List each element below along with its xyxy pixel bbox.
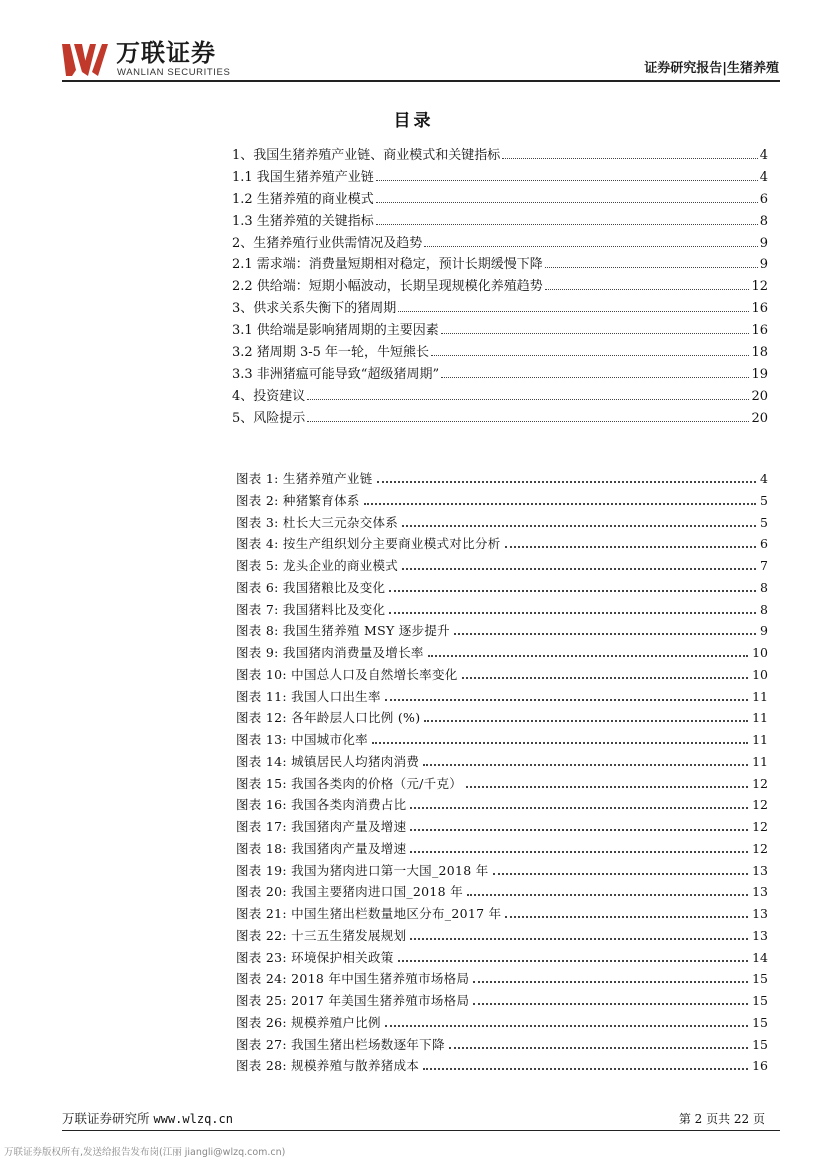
figure-entry-page: 15: [752, 993, 768, 1008]
figure-entry-label: 图表 21: 中国生猪出栏数量地区分布_2017 年: [236, 906, 502, 921]
figure-entry-label: 图表 16: 我国各类肉消费占比: [236, 797, 407, 813]
figure-entry-page: 15: [752, 1014, 768, 1030]
toc-entry-label: 1.1 我国生猪养殖产业链: [232, 169, 374, 185]
figure-entry-label: 图表 20: 我国主要猪肉进口国_2018 年: [236, 884, 463, 900]
figure-entry-label: 图表 14: 城镇居民人均猪肉消费: [236, 753, 420, 769]
figure-entry[interactable]: [236, 838, 768, 860]
figure-entry-page: 12: [752, 840, 768, 856]
toc-entry[interactable]: [232, 188, 768, 210]
dot-leader: [385, 1013, 748, 1027]
figure-entry-page: 7: [760, 558, 768, 573]
toc-entry-page: 12: [751, 279, 768, 295]
dot-leader: [389, 578, 756, 592]
toc-entry-label: 2.1 需求端：消费量短期相对稳定，预计长期缓慢下降: [232, 257, 543, 273]
figure-entry[interactable]: [236, 490, 768, 512]
figure-entry-page: 11: [752, 753, 768, 769]
toc-entry-label: 5、风险提示: [232, 410, 306, 426]
figure-entry-page: 13: [752, 862, 768, 878]
figure-entry-page: 11: [752, 732, 768, 747]
toc-entry-label: 3.2 猪周期 3-5 年一轮，牛短熊长: [232, 345, 430, 361]
toc-entry[interactable]: [232, 210, 768, 232]
toc-entry-label: 4、投资建议: [232, 388, 306, 404]
figure-entry-page: 5: [760, 514, 768, 530]
page-header: [0, 0, 827, 84]
figure-entry-page: 8: [760, 579, 768, 595]
toc-entry-page: 9: [759, 257, 768, 273]
dot-leader: [307, 385, 749, 400]
figure-entry[interactable]: [236, 620, 768, 642]
figure-entry-page: 4: [760, 471, 768, 486]
toc-entry-page: 9: [759, 235, 768, 251]
figure-entry-label: 图表 27: 我国生猪出栏场数逐年下降: [236, 1036, 445, 1052]
footer-divider: [62, 1130, 780, 1131]
figure-entry[interactable]: [236, 1034, 768, 1056]
dot-leader: [410, 795, 748, 809]
figure-entry-page: 8: [760, 601, 768, 617]
figure-entry[interactable]: [236, 881, 768, 903]
dot-leader: [376, 166, 758, 181]
figure-entry-page: 12: [752, 797, 768, 813]
figure-entry-page: 15: [752, 971, 768, 987]
figure-entry[interactable]: [236, 642, 768, 664]
figure-entry[interactable]: [236, 577, 768, 599]
table-of-contents: [232, 144, 768, 429]
figure-entry[interactable]: [236, 816, 768, 838]
figure-entry[interactable]: [236, 707, 768, 729]
figure-entry[interactable]: [236, 729, 768, 751]
logo-english-name: WANLIAN SECURITIES: [117, 67, 231, 78]
dot-leader: [493, 861, 748, 875]
report-category-tag: 证券研究报告|生猪养殖: [644, 61, 779, 76]
toc-entry-page: 8: [759, 213, 768, 229]
toc-entry[interactable]: [232, 363, 768, 385]
figure-entry[interactable]: [236, 990, 768, 1012]
dot-leader: [467, 882, 748, 896]
toc-entry-label: 1.3 生猪养殖的关键指标: [232, 213, 374, 229]
company-logo: [62, 40, 242, 80]
dot-leader: [431, 341, 749, 356]
logo-chinese-name: 万联证券: [116, 39, 216, 67]
figure-entry-page: 10: [752, 666, 768, 682]
figure-entry-page: 15: [752, 1036, 768, 1052]
figure-entry-label: 图表 18: 我国猪肉产量及增速: [236, 840, 407, 856]
toc-entry[interactable]: [232, 166, 768, 188]
toc-title: 目录: [393, 111, 434, 131]
dot-leader: [398, 948, 749, 962]
figure-entry-label: 图表 26: 规模养殖户比例: [236, 1014, 381, 1030]
figure-entry[interactable]: [236, 947, 768, 969]
toc-entry-page: 16: [751, 301, 768, 317]
figure-entry-label: 图表 11: 我国人口出生率: [236, 688, 381, 704]
toc-entry-label: 3、供求关系失衡下的猪周期: [232, 301, 397, 317]
footer-org: [62, 1110, 233, 1128]
figure-entry-label: 图表 15: 我国各类肉的价格（元/千克）: [236, 775, 463, 791]
figure-entry-label: 图表 19: 我国为猪肉进口第一大国_2018 年: [236, 862, 489, 878]
figure-entry-label: 图表 6: 我国猪粮比及变化: [236, 579, 386, 595]
figure-entry-page: 11: [752, 688, 768, 704]
figure-entry-page: 6: [760, 536, 768, 552]
dot-leader: [462, 665, 749, 679]
figure-entry-label: 图表 25: 2017 年美国生猪养殖市场格局: [236, 993, 470, 1008]
figure-entry-page: 5: [760, 492, 768, 508]
figure-entry-label: 图表 28: 规模养殖与散养猪成本: [236, 1058, 420, 1074]
figure-entry-label: 图表 1: 生猪养殖产业链: [236, 471, 373, 486]
figure-entry-page: 12: [752, 775, 768, 791]
figure-entry-page: 11: [752, 710, 768, 726]
figure-entry-page: 9: [760, 623, 768, 639]
toc-entry-label: 1.2 生猪养殖的商业模式: [232, 191, 374, 207]
dot-leader: [502, 144, 757, 159]
figure-entry-label: 图表 8: 我国生猪养殖 MSY 逐步提升: [236, 623, 450, 639]
figure-entry-label: 图表 5: 龙头企业的商业模式: [236, 558, 399, 573]
toc-entry-label: 3.1 供给端是影响猪周期的主要因素: [232, 323, 439, 339]
dot-leader: [410, 926, 748, 940]
toc-entry-page: 4: [759, 169, 768, 185]
dot-leader: [402, 556, 756, 570]
figure-entry[interactable]: [236, 686, 768, 708]
figure-entry-label: 图表 2: 种猪繁育体系: [236, 492, 360, 508]
figure-entry-label: 图表 7: 我国猪料比及变化: [236, 601, 386, 617]
figure-entry-page: 12: [752, 819, 768, 834]
dot-leader: [428, 643, 748, 657]
page-number: 第 2 页共 22 页: [678, 1112, 765, 1126]
figure-entry-label: 图表 9: 我国猪肉消费量及增长率: [236, 645, 424, 660]
toc-entry-page: 6: [759, 191, 768, 207]
figure-entry[interactable]: [236, 664, 768, 686]
toc-entry-page: 4: [759, 148, 768, 163]
figure-entry-page: 13: [752, 906, 768, 921]
toc-entry-page: 20: [751, 388, 768, 404]
toc-entry[interactable]: [232, 407, 768, 429]
dot-leader: [385, 687, 748, 701]
toc-entry[interactable]: [232, 297, 768, 319]
toc-entry-page: 16: [751, 323, 768, 339]
figure-entry[interactable]: [236, 968, 768, 990]
figure-entry-label: 图表 10: 中国总人口及自然增长率变化: [236, 666, 458, 682]
figure-entry[interactable]: [236, 533, 768, 555]
toc-entry-page: 19: [751, 366, 768, 382]
figure-entry[interactable]: [236, 903, 768, 925]
dot-leader: [545, 253, 758, 268]
figure-list: [236, 468, 768, 1077]
footer-url[interactable]: www.wlzq.cn: [153, 1112, 233, 1126]
figure-entry[interactable]: [236, 751, 768, 773]
toc-entry[interactable]: [232, 341, 768, 363]
toc-entry[interactable]: [232, 253, 768, 275]
dot-leader: [377, 469, 757, 483]
dot-leader: [410, 817, 748, 831]
figure-entry[interactable]: [236, 925, 768, 947]
figure-entry[interactable]: [236, 860, 768, 882]
figure-entry-label: 图表 3: 杜长大三元杂交体系: [236, 514, 399, 530]
dot-leader: [473, 991, 748, 1005]
dot-leader: [449, 1035, 748, 1049]
toc-entry-label: 1、我国生猪养殖产业链、商业模式和关键指标: [232, 148, 501, 163]
figure-entry[interactable]: [236, 512, 768, 534]
figure-entry[interactable]: [236, 555, 768, 577]
dot-leader: [505, 534, 757, 548]
dot-leader: [473, 969, 748, 983]
figure-entry-label: 图表 22: 十三五生猪发展规划: [236, 927, 407, 943]
dot-leader: [466, 774, 748, 788]
figure-entry-label: 图表 23: 环境保护相关政策: [236, 949, 394, 965]
figure-entry-label: 图表 17: 我国猪肉产量及增速: [236, 819, 407, 834]
header-divider: [62, 80, 780, 82]
dot-leader: [372, 730, 748, 744]
figure-entry-page: 10: [752, 645, 768, 660]
wanlian-logo-icon: [62, 42, 110, 78]
dot-leader: [307, 407, 749, 422]
toc-entry-label: 3.3 非洲猪瘟可能导致“超级猪周期”: [232, 366, 440, 382]
dot-leader: [423, 1056, 748, 1070]
dot-leader: [398, 297, 749, 312]
figure-entry[interactable]: [236, 1012, 768, 1034]
figure-entry[interactable]: [236, 468, 768, 490]
dot-leader: [441, 363, 749, 378]
figure-entry-page: 13: [752, 927, 768, 943]
figure-entry-label: 图表 4: 按生产组织划分主要商业模式对比分析: [236, 536, 501, 552]
dot-leader: [454, 621, 756, 635]
dot-leader: [376, 210, 758, 225]
dot-leader: [389, 600, 756, 614]
figure-entry-page: 14: [752, 949, 768, 965]
dot-leader: [424, 708, 748, 722]
toc-entry[interactable]: [232, 275, 768, 297]
toc-entry[interactable]: [232, 319, 768, 341]
toc-entry[interactable]: [232, 232, 768, 254]
figure-entry-label: 图表 24: 2018 年中国生猪养殖市场格局: [236, 971, 470, 987]
footer-org-name: 万联证券研究所: [62, 1111, 150, 1126]
toc-entry-page: 20: [751, 410, 768, 426]
toc-entry[interactable]: [232, 385, 768, 407]
figure-entry[interactable]: [236, 1055, 768, 1077]
figure-entry-label: 图表 12: 各年龄层人口比例 (%): [236, 710, 421, 726]
toc-entry-label: 2.2 供给端：短期小幅波动，长期呈现规模化养殖趋势: [232, 279, 543, 295]
dot-leader: [545, 275, 750, 290]
figure-entry-page: 13: [752, 884, 768, 900]
figure-entry[interactable]: [236, 794, 768, 816]
dot-leader: [410, 839, 748, 853]
figure-entry-label: 图表 13: 中国城市化率: [236, 732, 368, 747]
figure-entry[interactable]: [236, 773, 768, 795]
dot-leader: [423, 752, 748, 766]
toc-entry-page: 18: [751, 345, 768, 361]
toc-entry[interactable]: [232, 144, 768, 166]
dot-leader: [376, 188, 758, 203]
dot-leader: [505, 904, 748, 918]
toc-entry-label: 2、生猪养殖行业供需情况及趋势: [232, 235, 423, 251]
figure-entry[interactable]: [236, 599, 768, 621]
copyright-disclaimer: 万联证券版权所有,发送给报告发布岗(江丽 jiangli@wlzq.com.cn): [4, 1147, 286, 1158]
dot-leader: [441, 319, 750, 334]
dot-leader: [364, 491, 756, 505]
dot-leader: [424, 232, 757, 247]
dot-leader: [402, 513, 756, 527]
figure-entry-page: 16: [752, 1058, 768, 1074]
